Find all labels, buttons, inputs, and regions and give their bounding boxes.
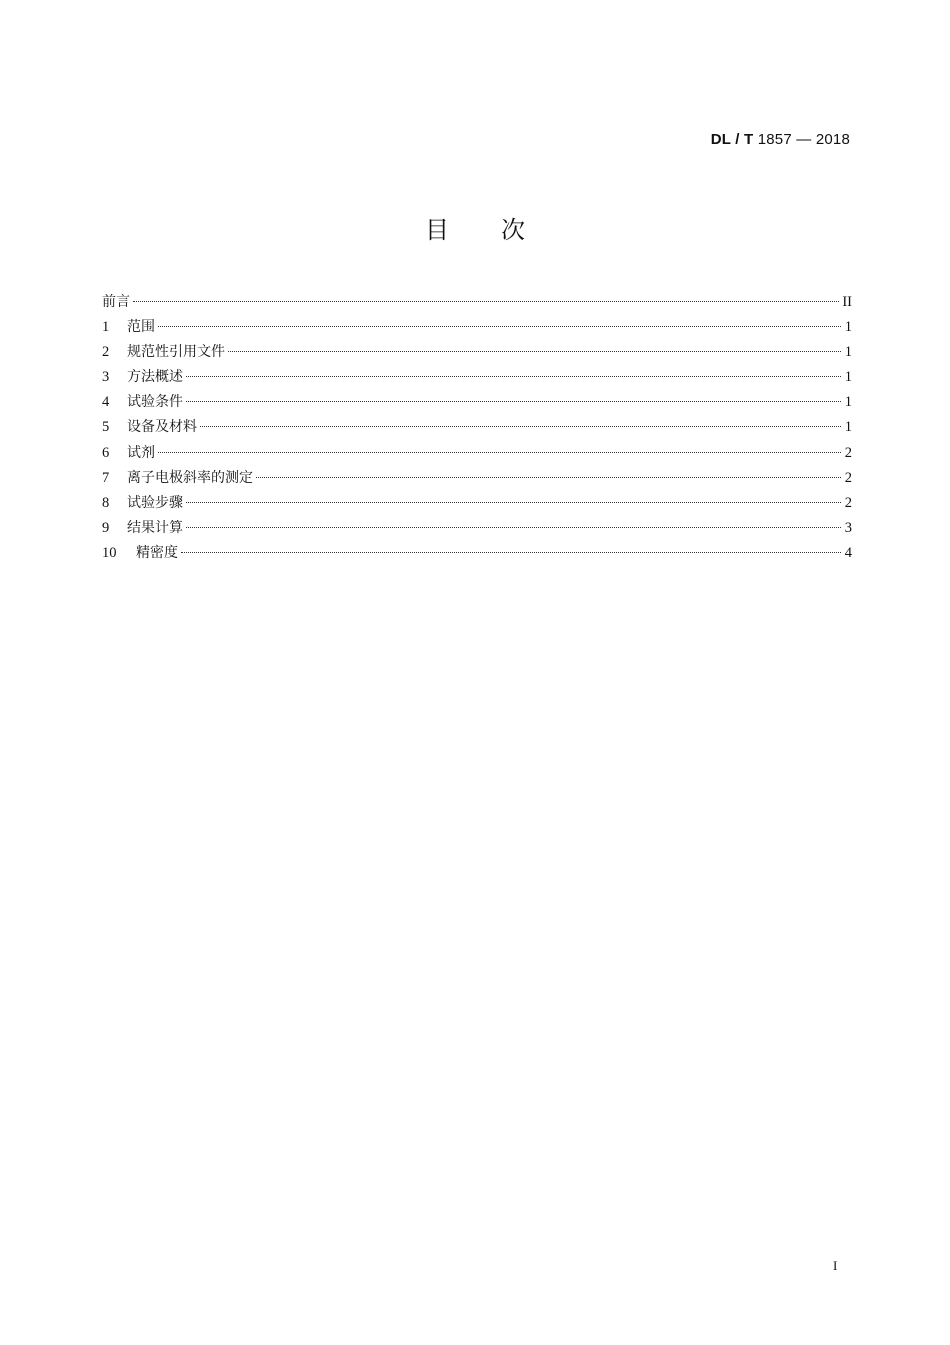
toc-entry-number: 1	[102, 319, 110, 336]
toc-entry-label: 试验步骤	[127, 494, 183, 511]
toc-entry-8[interactable]	[102, 491, 852, 516]
toc-entry-1[interactable]	[102, 315, 852, 340]
table-of-contents	[102, 290, 852, 566]
toc-entry-4[interactable]	[102, 390, 852, 415]
toc-entry-number: 5	[102, 419, 110, 436]
toc-entry-label: 结果计算	[127, 519, 183, 536]
toc-entry-number: 4	[102, 394, 110, 411]
toc-dot-leader	[133, 301, 839, 302]
toc-entry-label: 试验条件	[127, 394, 183, 411]
toc-entry-2[interactable]	[102, 340, 852, 365]
toc-dot-leader	[158, 326, 841, 327]
toc-dot-leader	[256, 477, 841, 478]
document-code	[711, 131, 850, 148]
toc-entry-label: 试剂	[127, 444, 155, 461]
toc-dot-leader	[186, 401, 841, 402]
toc-dot-leader	[186, 502, 841, 503]
toc-entry-page: 1	[844, 344, 852, 361]
toc-entry-7[interactable]	[102, 466, 852, 491]
toc-entry-9[interactable]	[102, 516, 852, 541]
toc-entry-5[interactable]	[102, 415, 852, 440]
document-code-number: 1857 — 2018	[757, 131, 850, 148]
toc-entry-3[interactable]	[102, 365, 852, 390]
toc-entry-page: 3	[844, 519, 852, 536]
toc-entry-number: 8	[102, 494, 110, 511]
page-number: I	[833, 1258, 838, 1273]
toc-dot-leader	[186, 527, 841, 528]
toc-entry-label: 精密度	[136, 544, 178, 561]
toc-entry-label: 前言	[102, 294, 130, 310]
toc-entry-number: 2	[102, 344, 110, 361]
toc-entry-6[interactable]	[102, 441, 852, 466]
toc-entry-page: 1	[844, 319, 852, 336]
toc-dot-leader	[186, 376, 841, 377]
toc-entry-preface[interactable]	[102, 290, 852, 315]
toc-entry-page: 2	[844, 444, 852, 461]
toc-entry-page: 4	[844, 544, 852, 561]
toc-entry-label: 离子电极斜率的测定	[127, 469, 253, 486]
toc-entry-number: 10	[102, 544, 117, 561]
toc-entry-page: 1	[844, 419, 852, 436]
toc-entry-label: 设备及材料	[127, 419, 197, 436]
toc-dot-leader	[158, 452, 841, 453]
toc-entry-page: II	[842, 294, 852, 310]
page-title	[0, 210, 950, 245]
toc-entry-number: 6	[102, 444, 110, 461]
toc-dot-leader	[228, 351, 841, 352]
toc-entry-label: 范围	[127, 319, 155, 336]
toc-entry-number: 3	[102, 369, 110, 386]
toc-entry-label: 规范性引用文件	[127, 344, 225, 361]
toc-entry-label: 方法概述	[127, 369, 183, 386]
toc-entry-page: 2	[844, 469, 852, 486]
document-code-prefix: DL / T	[710, 131, 754, 148]
toc-entry-page: 1	[844, 369, 852, 386]
page-title-char-1: 目	[425, 216, 449, 244]
toc-dot-leader	[181, 552, 841, 553]
toc-entry-page: 1	[844, 394, 852, 411]
toc-entry-number: 7	[102, 469, 110, 486]
toc-dot-leader	[200, 426, 841, 427]
toc-entry-number: 9	[102, 519, 110, 536]
toc-entry-10[interactable]	[102, 541, 852, 566]
page-title-char-2: 次	[501, 216, 525, 244]
toc-entry-page: 2	[844, 494, 852, 511]
